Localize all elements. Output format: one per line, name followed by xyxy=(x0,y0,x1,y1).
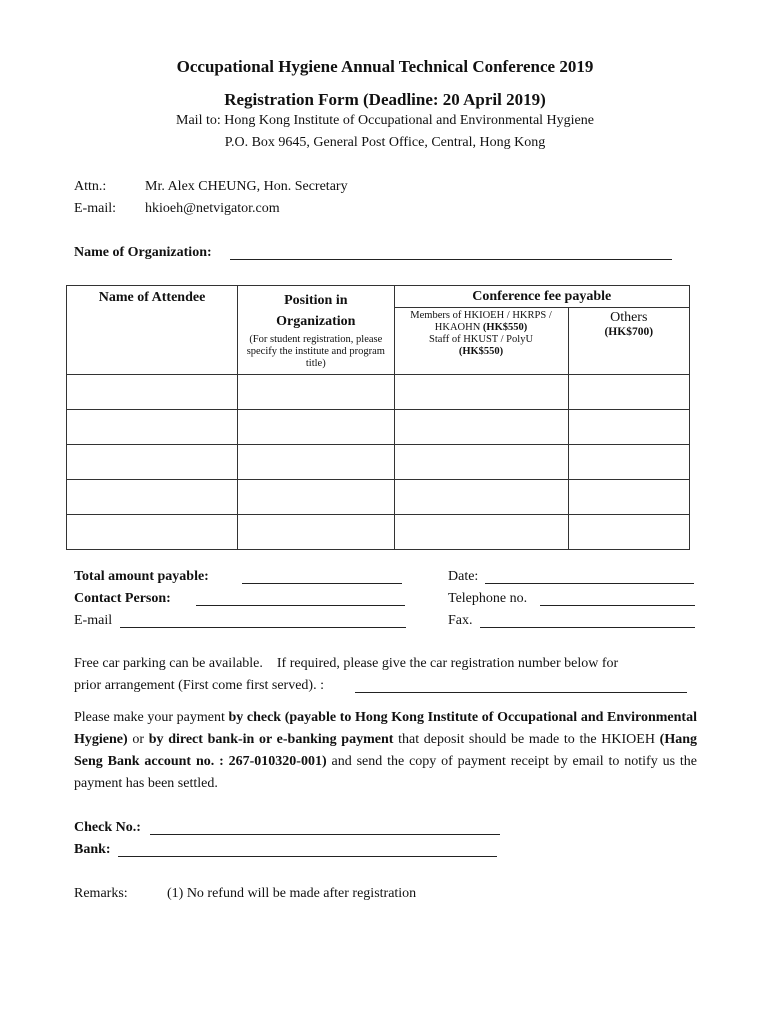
others-fee-cell[interactable] xyxy=(568,445,689,480)
table-row xyxy=(67,480,690,515)
header-members-fee: Members of HKIOEH / HKRPS / HKAOHN (HK$550) Staff of HKUST / PolyU (HK$550) xyxy=(394,308,568,375)
attn-label: Attn.: xyxy=(74,179,107,194)
table-header-row xyxy=(67,286,690,308)
header-position: Position in Organization (For student registration, please specify the institute and program title) xyxy=(238,286,394,375)
position-cell[interactable] xyxy=(238,375,394,410)
organization-label: Name of Organization: xyxy=(74,245,212,260)
total-amount-label: Total amount payable: xyxy=(74,569,209,584)
attendee-name-cell[interactable] xyxy=(67,375,238,410)
organization-field[interactable] xyxy=(230,245,672,260)
remarks-text: (1) No refund will be made after registration xyxy=(167,886,417,901)
table-row xyxy=(67,410,690,445)
others-fee-cell[interactable] xyxy=(568,515,689,550)
fax-field[interactable] xyxy=(480,613,695,628)
attendee-name-cell[interactable] xyxy=(67,515,238,550)
parking-text-line2: prior arrangement (First come first served). : xyxy=(74,678,324,693)
position-cell[interactable] xyxy=(238,445,394,480)
others-fee-cell[interactable] xyxy=(568,375,689,410)
members-fee-cell[interactable] xyxy=(394,375,568,410)
attn-value: Mr. Alex CHEUNG, Hon. Secretary xyxy=(145,179,348,194)
attendee-table xyxy=(66,285,690,550)
date-field[interactable] xyxy=(485,569,694,584)
email-label: E-mail: xyxy=(74,201,116,216)
position-cell[interactable] xyxy=(238,515,394,550)
bank-field[interactable] xyxy=(118,842,497,857)
members-fee-cell[interactable] xyxy=(394,445,568,480)
email-value: hkioeh@netvigator.com xyxy=(145,201,280,216)
attendee-name-cell[interactable] xyxy=(67,480,238,515)
position-cell[interactable] xyxy=(238,410,394,445)
date-label: Date: xyxy=(448,569,479,584)
check-no-label: Check No.: xyxy=(74,820,141,835)
bank-label: Bank: xyxy=(74,842,111,857)
others-fee-cell[interactable] xyxy=(568,410,689,445)
table-row xyxy=(67,375,690,410)
header-fee: Conference fee payable xyxy=(394,286,690,308)
position-cell[interactable] xyxy=(238,480,394,515)
total-amount-field[interactable] xyxy=(242,569,402,584)
attendee-name-cell[interactable] xyxy=(67,445,238,480)
form-title: Occupational Hygiene Annual Technical Conference 2019 xyxy=(176,57,594,76)
header-others-fee: Others (HK$700) xyxy=(568,308,689,375)
parking-text-line1: Free car parking can be available. If required, please give the car registration number below for xyxy=(74,656,619,671)
members-fee-cell[interactable] xyxy=(394,410,568,445)
contact-email-label: E-mail xyxy=(74,613,113,628)
form-subtitle: Registration Form (Deadline: 20 April 2019) xyxy=(224,90,546,109)
telephone-label: Telephone no. xyxy=(448,591,528,606)
payment-instructions: Please make your payment by check (payable to Hong Kong Institute of Occupational and Environmental Hygiene) or by direct bank-in or e-banking payment that deposit should be made to the HKIOEH (Hang Seng Bank account no. : 267-010320-001) and send the copy of payment receipt by email to notify us the payment has been settled. xyxy=(74,710,698,791)
members-fee-cell[interactable] xyxy=(394,480,568,515)
header-name-of-attendee: Name of Attendee xyxy=(67,286,238,375)
table-row xyxy=(67,515,690,550)
others-fee-cell[interactable] xyxy=(568,480,689,515)
members-fee-cell[interactable] xyxy=(394,515,568,550)
check-no-field[interactable] xyxy=(150,820,500,835)
car-registration-field[interactable] xyxy=(355,678,687,693)
attendee-name-cell[interactable] xyxy=(67,410,238,445)
table-row xyxy=(67,445,690,480)
mail-to: Mail to: Hong Kong Institute of Occupational and Environmental Hygiene xyxy=(176,113,594,128)
contact-email-field[interactable] xyxy=(120,613,406,628)
contact-person-label: Contact Person: xyxy=(74,591,171,606)
telephone-field[interactable] xyxy=(540,591,695,606)
fax-label: Fax. xyxy=(448,613,473,628)
mail-address: P.O. Box 9645, General Post Office, Central, Hong Kong xyxy=(224,135,546,150)
contact-person-field[interactable] xyxy=(196,591,405,606)
remarks-label: Remarks: xyxy=(74,886,128,901)
